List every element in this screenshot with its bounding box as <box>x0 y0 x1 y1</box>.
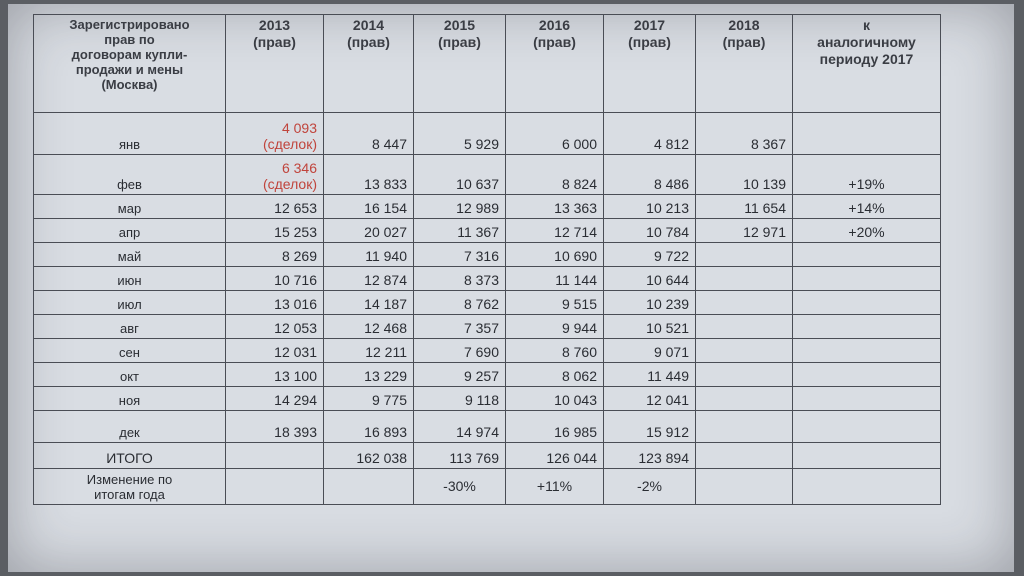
value-cell: 9 257 <box>414 363 506 387</box>
header-corner <box>34 15 226 113</box>
value-cell: 8 762 <box>414 291 506 315</box>
value-cell: 9 515 <box>506 291 604 315</box>
value-cell: 13 833 <box>324 155 414 195</box>
month-cell: май <box>34 243 226 267</box>
value-cell: 11 449 <box>604 363 696 387</box>
deals-value: 6 346 <box>281 160 317 176</box>
value-cell: 10 637 <box>414 155 506 195</box>
value-cell: 13 363 <box>506 195 604 219</box>
value-cell: 11 654 <box>696 195 793 219</box>
value-cell: 7 690 <box>414 339 506 363</box>
value-cell: 8 447 <box>324 113 414 155</box>
header-year-2015 <box>414 15 506 113</box>
yearly-change-label <box>34 469 226 505</box>
total-cell: 126 044 <box>506 443 604 469</box>
unit-label: (прав) <box>438 34 481 50</box>
yearly-change-label-line: Изменение по <box>86 472 173 487</box>
header-year-2014 <box>324 15 414 113</box>
header-year-2018 <box>696 15 793 113</box>
yearly-change-label-line: итогам года <box>94 487 165 502</box>
value-cell: 12 468 <box>324 315 414 339</box>
value-cell: 8 367 <box>696 113 793 155</box>
value-cell: 11 144 <box>506 267 604 291</box>
value-cell: 13 100 <box>226 363 324 387</box>
value-cell <box>696 315 793 339</box>
change-cell <box>793 315 941 339</box>
table-body <box>34 113 941 505</box>
value-cell <box>696 267 793 291</box>
value-cell: 12 053 <box>226 315 324 339</box>
change-cell <box>793 291 941 315</box>
deals-cell <box>226 155 324 195</box>
table-row <box>34 363 941 387</box>
value-cell: 8 269 <box>226 243 324 267</box>
value-cell: 9 118 <box>414 387 506 411</box>
month-cell: июл <box>34 291 226 315</box>
header-row <box>34 15 941 113</box>
value-cell: 13 229 <box>324 363 414 387</box>
month-cell: фев <box>34 155 226 195</box>
total-cell <box>793 443 941 469</box>
header-compare <box>793 15 941 113</box>
month-cell: июн <box>34 267 226 291</box>
change-cell <box>793 243 941 267</box>
change-cell <box>793 113 941 155</box>
compare-line: аналогичному <box>817 34 916 50</box>
unit-label: (прав) <box>628 34 671 50</box>
yearly-change-cell <box>226 469 324 505</box>
yearly-change-cell: -2% <box>604 469 696 505</box>
value-cell: 7 357 <box>414 315 506 339</box>
table-row <box>34 219 941 243</box>
value-cell: 5 929 <box>414 113 506 155</box>
table-row <box>34 267 941 291</box>
header-year-2016 <box>506 15 604 113</box>
header-corner-line: прав по <box>104 32 155 47</box>
table-row <box>34 387 941 411</box>
value-cell: 8 373 <box>414 267 506 291</box>
month-cell: мар <box>34 195 226 219</box>
change-cell <box>793 411 941 443</box>
value-cell: 14 187 <box>324 291 414 315</box>
month-cell: авг <box>34 315 226 339</box>
unit-label: (прав) <box>347 34 390 50</box>
year-label: 2014 <box>352 17 385 33</box>
compare-line: к <box>862 17 870 33</box>
value-cell: 11 367 <box>414 219 506 243</box>
value-cell: 12 031 <box>226 339 324 363</box>
header-corner-line: продажи и мены <box>75 62 184 77</box>
value-cell: 13 016 <box>226 291 324 315</box>
month-cell: дек <box>34 411 226 443</box>
header-year-2013 <box>226 15 324 113</box>
yearly-change-cell: -30% <box>414 469 506 505</box>
total-cell <box>226 443 324 469</box>
value-cell: 10 784 <box>604 219 696 243</box>
value-cell: 15 912 <box>604 411 696 443</box>
value-cell: 12 041 <box>604 387 696 411</box>
value-cell: 10 043 <box>506 387 604 411</box>
registrations-table <box>33 14 941 505</box>
table-row <box>34 243 941 267</box>
deals-note: (сделок) <box>262 136 317 152</box>
value-cell: 7 316 <box>414 243 506 267</box>
total-label: ИТОГО <box>34 443 226 469</box>
value-cell: 12 874 <box>324 267 414 291</box>
year-label: 2015 <box>443 17 476 33</box>
total-cell: 123 894 <box>604 443 696 469</box>
header-corner-line: договорам купли- <box>71 47 188 62</box>
value-cell: 11 940 <box>324 243 414 267</box>
change-cell <box>793 339 941 363</box>
value-cell: 10 139 <box>696 155 793 195</box>
total-cell: 113 769 <box>414 443 506 469</box>
value-cell: 16 985 <box>506 411 604 443</box>
month-cell: окт <box>34 363 226 387</box>
yearly-change-cell <box>793 469 941 505</box>
value-cell: 12 653 <box>226 195 324 219</box>
value-cell: 10 521 <box>604 315 696 339</box>
month-cell: сен <box>34 339 226 363</box>
value-cell: 16 154 <box>324 195 414 219</box>
year-label: 2013 <box>258 17 291 33</box>
value-cell: 8 824 <box>506 155 604 195</box>
table-row <box>34 339 941 363</box>
value-cell <box>696 411 793 443</box>
table-row <box>34 315 941 339</box>
month-cell: ноя <box>34 387 226 411</box>
change-cell <box>793 267 941 291</box>
value-cell: 10 690 <box>506 243 604 267</box>
deals-cell <box>226 113 324 155</box>
value-cell <box>696 363 793 387</box>
header-year-2017 <box>604 15 696 113</box>
table-row <box>34 113 941 155</box>
header-corner-line: Зарегистрировано <box>69 17 190 32</box>
yearly-change-cell <box>696 469 793 505</box>
deals-value: 4 093 <box>281 120 317 136</box>
table-row <box>34 195 941 219</box>
photographed-sheet <box>8 4 1014 572</box>
value-cell: 9 775 <box>324 387 414 411</box>
value-cell: 14 974 <box>414 411 506 443</box>
value-cell: 8 062 <box>506 363 604 387</box>
value-cell: 4 812 <box>604 113 696 155</box>
value-cell: 10 213 <box>604 195 696 219</box>
table-row <box>34 411 941 443</box>
unit-label: (прав) <box>253 34 296 50</box>
value-cell: 15 253 <box>226 219 324 243</box>
change-cell <box>793 363 941 387</box>
value-cell: 12 971 <box>696 219 793 243</box>
yearly-change-cell: +11% <box>506 469 604 505</box>
yearly-change-cell <box>324 469 414 505</box>
value-cell: 6 000 <box>506 113 604 155</box>
total-cell <box>696 443 793 469</box>
value-cell <box>696 387 793 411</box>
value-cell: 9 944 <box>506 315 604 339</box>
value-cell: 16 893 <box>324 411 414 443</box>
value-cell: 9 071 <box>604 339 696 363</box>
year-label: 2017 <box>633 17 666 33</box>
month-cell: янв <box>34 113 226 155</box>
change-cell: +19% <box>793 155 941 195</box>
change-cell: +14% <box>793 195 941 219</box>
change-cell: +20% <box>793 219 941 243</box>
deals-note: (сделок) <box>262 176 317 192</box>
total-cell: 162 038 <box>324 443 414 469</box>
value-cell: 18 393 <box>226 411 324 443</box>
change-cell <box>793 387 941 411</box>
value-cell: 9 722 <box>604 243 696 267</box>
value-cell: 14 294 <box>226 387 324 411</box>
table-row <box>34 291 941 315</box>
value-cell: 8 486 <box>604 155 696 195</box>
unit-label: (прав) <box>722 34 766 50</box>
yearly-change-row <box>34 469 941 505</box>
compare-line: периоду 2017 <box>819 51 914 67</box>
year-label: 2016 <box>538 17 571 33</box>
value-cell <box>696 243 793 267</box>
table-row <box>34 155 941 195</box>
value-cell: 12 714 <box>506 219 604 243</box>
value-cell: 10 644 <box>604 267 696 291</box>
value-cell: 12 989 <box>414 195 506 219</box>
total-row <box>34 443 941 469</box>
value-cell: 8 760 <box>506 339 604 363</box>
value-cell: 10 239 <box>604 291 696 315</box>
unit-label: (прав) <box>533 34 576 50</box>
value-cell: 12 211 <box>324 339 414 363</box>
value-cell <box>696 339 793 363</box>
value-cell: 10 716 <box>226 267 324 291</box>
month-cell: апр <box>34 219 226 243</box>
value-cell <box>696 291 793 315</box>
header-corner-line: (Москва) <box>101 77 158 92</box>
year-label: 2018 <box>728 17 760 33</box>
value-cell: 20 027 <box>324 219 414 243</box>
